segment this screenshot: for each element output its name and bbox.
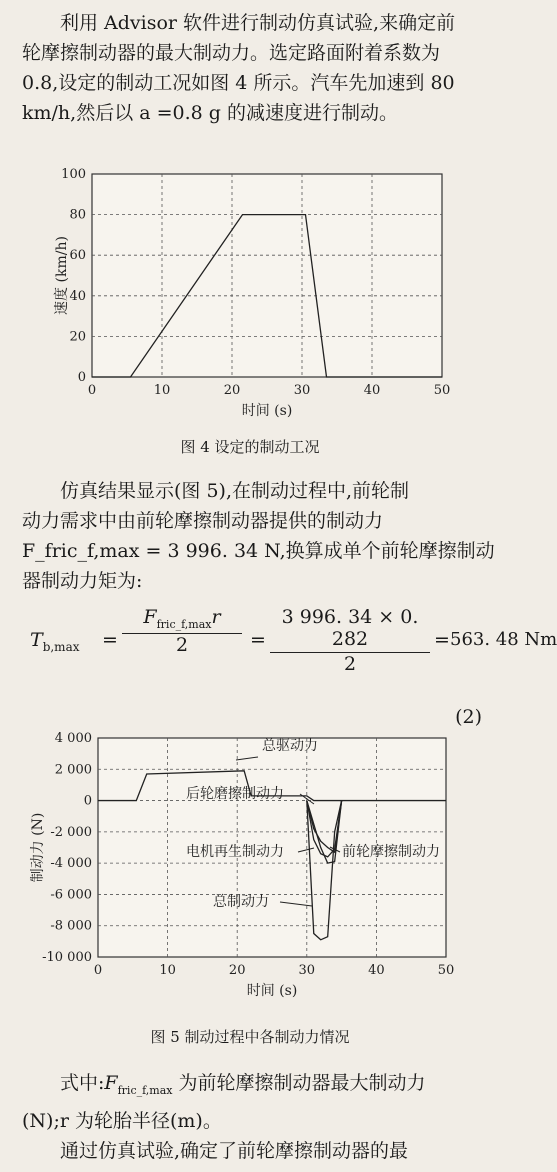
y-tick-label: 0 [83, 793, 92, 809]
y-tick-label: 40 [69, 288, 86, 304]
result-line: F_fric_f,max = 3 996. 34 N,换算成单个前轮摩擦制动 [22, 540, 495, 562]
result-line: 动力需求中由前轮摩擦制动器提供的制动力 [22, 510, 384, 532]
y-tick-label: 80 [69, 207, 86, 223]
result-line: 仿真结果显示(图 5),在制动过程中,前轮制 [60, 480, 410, 502]
x-tick-label: 0 [87, 383, 97, 398]
series-label: 电机再生制动力 [186, 844, 284, 860]
x-tick-label: 20 [228, 963, 246, 978]
y-tick-label: -8 000 [50, 918, 92, 934]
footer-line: (N);r 为轮胎半径(m)。 [22, 1109, 222, 1132]
figure-5-caption: 图 5 制动过程中各制动力情况 [150, 1028, 350, 1046]
x-tick-label: 30 [293, 383, 311, 398]
intro-line: 轮摩擦制动器的最大制动力。选定路面附着系数为 [22, 42, 441, 64]
y-tick-label: 4 000 [54, 731, 92, 746]
footer-line: 通过仿真试验,确定了前轮摩擦制动器的最 [60, 1139, 409, 1162]
intro-line: 0.8,设定的制动工况如图 4 所示。汽车先加速到 80 [22, 72, 455, 94]
result-line: 器制动力矩为: [22, 570, 143, 592]
y-axis-label: 制动力 (N) [30, 812, 46, 883]
intro-line: km/h,然后以 a =0.8 g 的减速度进行制动。 [22, 102, 398, 124]
y-tick-label: -6 000 [50, 887, 92, 903]
intro-paragraph [22, 8, 488, 128]
y-tick-label: 100 [61, 167, 86, 182]
x-tick-label: 0 [93, 963, 103, 978]
formula-fraction-2: 3 996. 34 × 0. 282 2 [270, 606, 430, 675]
y-tick-label: 0 [77, 370, 86, 385]
formula-lhs: $T_{b,max}$ [30, 629, 80, 654]
equation-2: $T_{b,max}$ = $F_{fric\_f,max}r$ 2 = 3 996. 34 × 0. 282 2 = 563. 48 Nm [30, 606, 557, 675]
y-tick-label: -10 000 [42, 950, 92, 965]
figure-4-chart [0, 160, 500, 430]
series-label: 总驱动力 [262, 738, 318, 754]
x-tick-label: 50 [433, 383, 451, 398]
x-tick-label: 40 [363, 383, 381, 398]
x-tick-label: 10 [159, 963, 176, 978]
y-tick-label: -4 000 [50, 856, 92, 872]
formula-result: 563. 48 Nm [450, 629, 557, 650]
x-tick-label: 30 [298, 963, 316, 978]
footer-paragraph [22, 1068, 488, 1166]
y-tick-label: 20 [69, 329, 86, 345]
x-tick-label: 50 [437, 963, 455, 978]
series-label: 总制动力 [213, 894, 269, 910]
series-label: 后轮磨擦制动力 [186, 786, 284, 802]
plot-area [92, 174, 442, 377]
equation-number: (2) [455, 706, 482, 728]
x-tick-label: 40 [368, 963, 385, 978]
x-tick-label: 20 [223, 383, 241, 398]
x-axis-label: 时间 (s) [246, 983, 298, 999]
formula-fraction-1: $F_{fric\_f,max}r$ 2 [122, 606, 242, 656]
y-tick-label: -2 000 [50, 824, 92, 840]
series-label: 前轮摩擦制动力 [342, 844, 440, 860]
x-tick-label: 10 [153, 383, 171, 398]
footer-line: 式中$:F_{fric\_f,max}$ 为前轮摩擦制动器最大制动力 [60, 1072, 426, 1097]
x-axis-label: 时间 (s) [241, 403, 293, 419]
result-paragraph [22, 476, 495, 596]
intro-line: 利用 Advisor 软件进行制动仿真试验,来确定前 [60, 12, 456, 34]
figure-4-caption: 图 4 设定的制动工况 [180, 438, 320, 456]
y-tick-label: 60 [69, 248, 86, 264]
y-axis-label: 速度 (km/h) [54, 236, 70, 315]
y-tick-label: 2 000 [54, 762, 92, 778]
figure-5-chart [0, 730, 500, 1020]
